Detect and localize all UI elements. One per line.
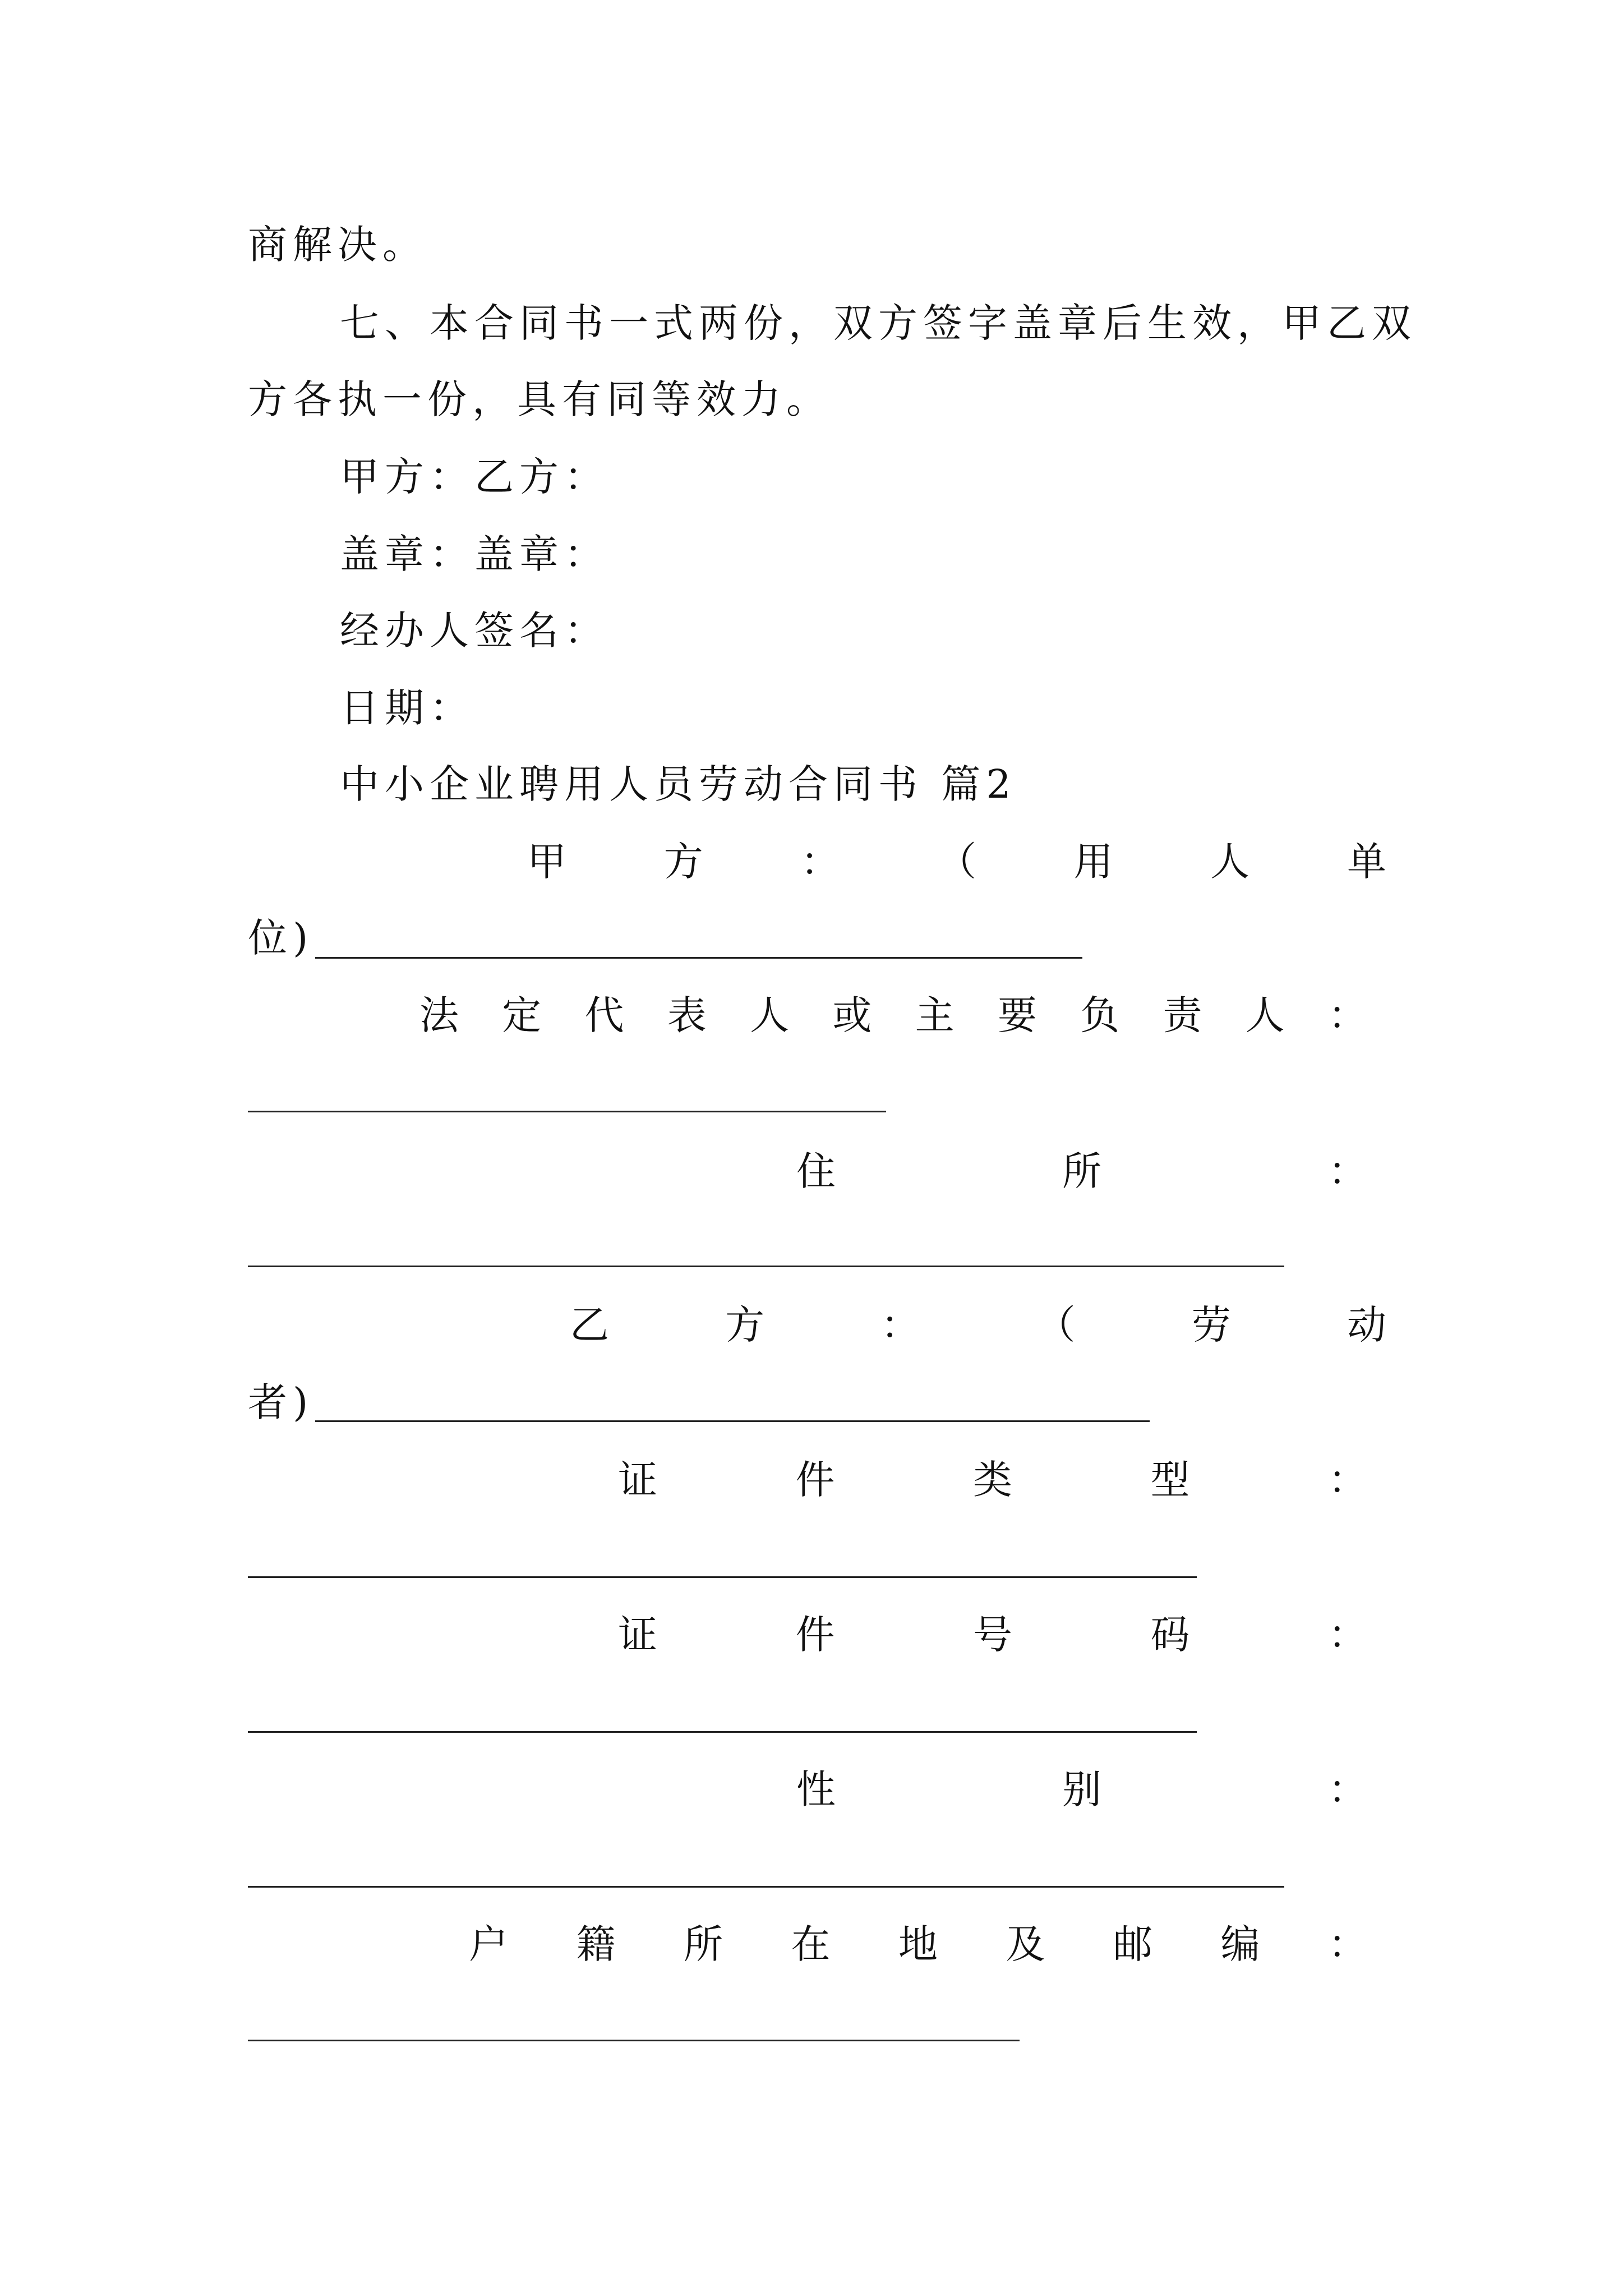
id-number-label: 证 件 号 码 ： (618, 1612, 1367, 1658)
address-label: 住 所 ： (796, 1148, 1367, 1194)
id-number-fill-line (248, 1731, 1197, 1733)
party-b-fill-line (315, 1420, 1150, 1422)
id-type-label: 证 件 类 型 ： (618, 1457, 1367, 1503)
household-fill-line (248, 2040, 1020, 2041)
party-b-wrap: 者) (248, 1379, 314, 1425)
text-line-1: 商解决。 (248, 222, 427, 268)
section-title: 中小企业聘用人员劳动合同书 篇2 (340, 761, 1017, 807)
party-b-label: 乙 方 ： （ 劳 动 (570, 1302, 1386, 1348)
household-label: 户 籍 所 在 地 及 邮 编 ： (469, 1921, 1367, 1967)
id-type-fill-line (248, 1576, 1197, 1578)
party-a-wrap: 位) (248, 915, 314, 961)
party-a-label: 甲 方 ： （ 用 人 单 (527, 839, 1386, 885)
party-a-fill-line (315, 957, 1082, 959)
gender-fill-line (248, 1886, 1284, 1888)
text-line-2: 七、本合同书一式两份，双方签字盖章后生效，甲乙双 (340, 300, 1417, 346)
legal-rep-fill-line (248, 1111, 886, 1112)
gender-label: 性 别 ： (796, 1766, 1367, 1812)
party-signature-line: 甲方：乙方： (340, 454, 609, 500)
address-fill-line (248, 1266, 1284, 1267)
date-line: 日期： (340, 685, 474, 731)
seal-line: 盖章：盖章： (340, 531, 609, 577)
text-line-3: 方各执一份，具有同等效力。 (248, 376, 831, 422)
handler-signature-line: 经办人签名： (340, 608, 609, 654)
legal-rep-label: 法 定 代 表 人 或 主 要 负 责 人 ： (419, 992, 1367, 1038)
